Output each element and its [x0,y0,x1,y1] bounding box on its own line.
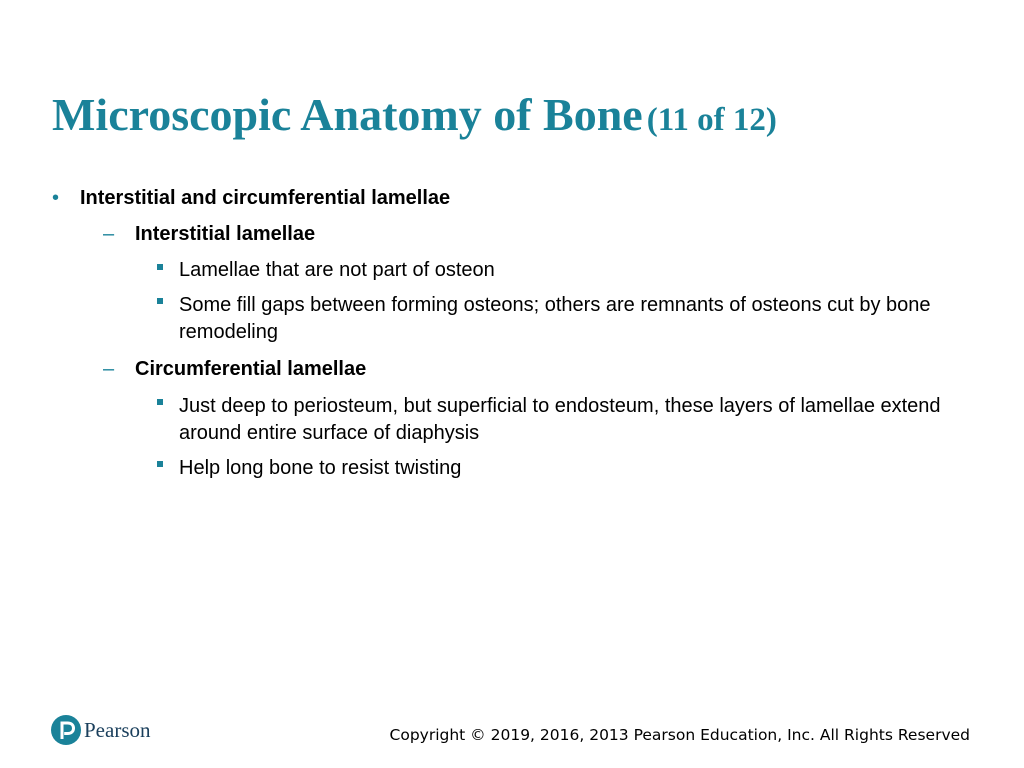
dash-marker: – [103,223,115,245]
subbullet-interstitial-lamellae: Interstitial lamellae [135,223,316,245]
bullet-marker: • [52,187,60,209]
point-fill-gaps: Some fill gaps between forming osteons; others are remnants of osteons cut by bone remodeling [179,294,931,343]
point-not-part-of-osteon: Lamellae that are not part of osteon [179,259,495,281]
dash-marker: – [103,358,115,380]
bullet-interstitial-circumferential: Interstitial and circumferential lamellae [80,187,451,209]
square-marker [157,461,163,467]
title-text: Microscopic Anatomy of Bone [52,89,643,140]
slide-title [52,89,777,140]
point-resist-twisting: Help long bone to resist twisting [179,457,462,479]
pearson-logo-icon [51,715,81,745]
square-marker [157,399,163,405]
copyright-notice: Copyright © 2019, 2016, 2013 Pearson Education, Inc. All Rights Reserved [389,726,970,744]
logo-wordmark: Pearson [84,718,151,742]
subbullet-circumferential-lamellae: Circumferential lamellae [135,358,367,380]
square-marker [157,298,163,304]
square-marker [157,264,163,270]
point-deep-to-periosteum: Just deep to periosteum, but superficial to endosteum, these layers of lamellae extend around entire surface of diaphysis [179,395,941,444]
title-page-indicator: (11 of 12) [646,102,777,138]
